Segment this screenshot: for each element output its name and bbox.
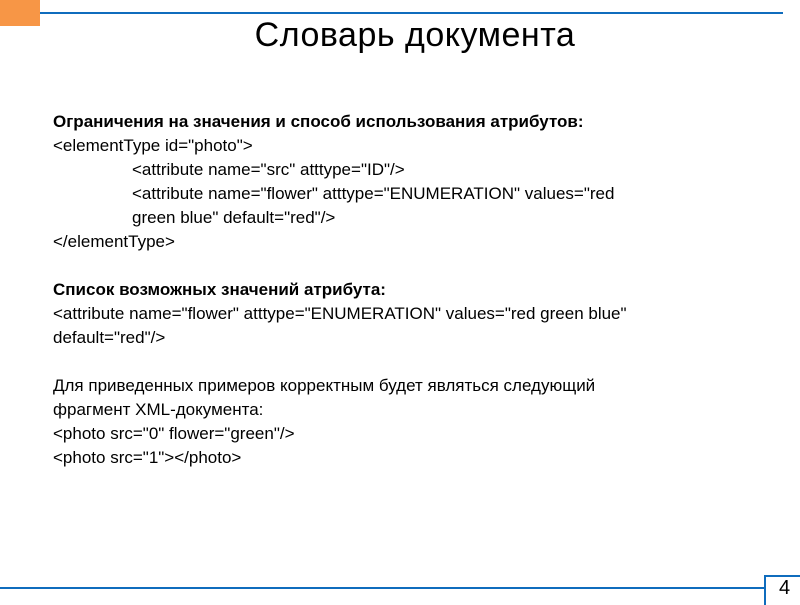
code-line: default="red"/> [53,328,166,347]
bottom-divider [0,587,766,589]
code-line: green blue" default="red"/> [132,208,336,227]
top-divider [40,12,783,14]
code-line: <photo src="0" flower="green"/> [53,424,295,443]
slide-body [53,110,773,470]
code-line: <attribute name="src" atttype="ID"/> [132,160,405,179]
code-line: <elementType id="photo"> [53,136,253,155]
text-line: фрагмент XML-документа: [53,400,264,419]
code-line: <photo src="1"></photo> [53,448,242,467]
code-line: <attribute name="flower" atttype="ENUMERATION" values="red [132,184,615,203]
slide-title: Словарь документа [254,16,576,54]
code-line: </elementType> [53,232,175,251]
page-number: 4 [779,577,791,599]
text-line: Для приведенных примеров корректным будет являться следующий [53,376,596,395]
heading-constraints: Ограничения на значения и способ использования атрибутов: [53,112,584,131]
heading-values: Список возможных значений атрибута: [53,280,386,299]
code-line: <attribute name="flower" atttype="ENUMERATION" values="red green blue" [53,304,627,323]
